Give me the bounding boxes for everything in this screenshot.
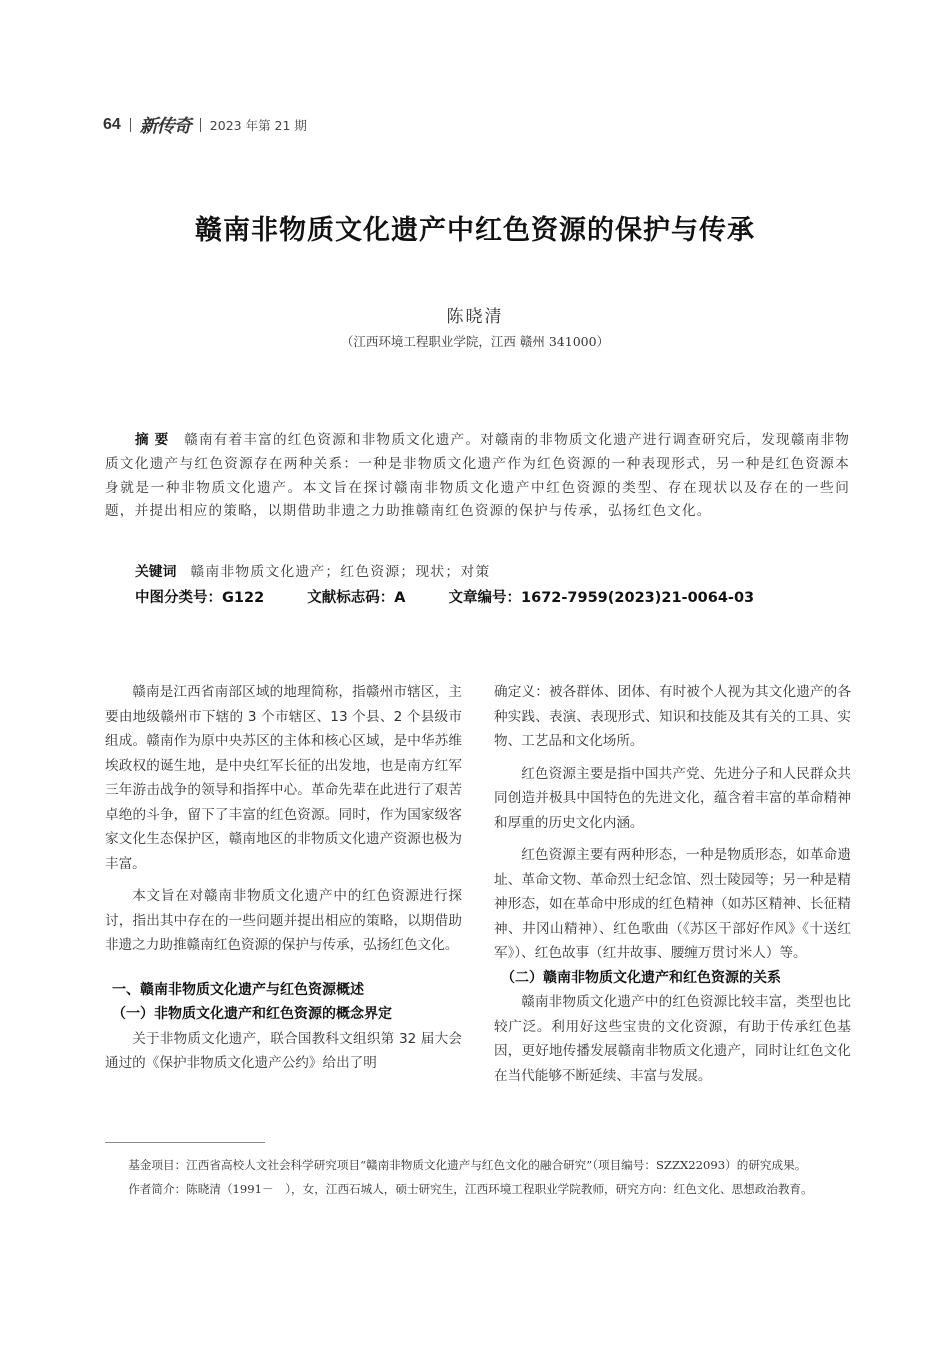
paragraph: 红色资源主要有两种形态，一种是物质形态，如革命遗址、革命文物、革命烈士纪念馆、烈士陵园等；另一种是精神形态，如在革命中形成的红色精神（如苏区精神、长征精神、井冈山精神）、红色歌曲（《苏区干部好作风》《十送红军》）、红色故事（红井故事、腰缠万贯讨米人）等。 bbox=[494, 847, 851, 961]
clc-number: 中图分类号：G122 bbox=[135, 590, 265, 606]
author-affiliation: （江西环境工程职业学院，江西 赣州 341000） bbox=[340, 334, 610, 349]
footnote-rule bbox=[105, 1142, 265, 1143]
article-number: 文章编号：1672-7959(2023)21-0064-03 bbox=[448, 590, 755, 606]
paragraph: 红色资源主要是指中国共产党、先进分子和人民群众共同创造并极具中国特色的先进文化，蕴含着丰富的革命精神和厚重的历史文化内涵。 bbox=[494, 765, 851, 831]
paragraph: 本文旨在对赣南非物质文化遗产中的红色资源进行探讨，指出其中存在的一些问题并提出相应的策略，以期借助非遗之力助推赣南红色资源的保护与传承，弘扬红色文化。 bbox=[105, 888, 462, 953]
right-column bbox=[494, 680, 851, 1088]
page-number: 64 bbox=[103, 116, 121, 133]
journal-logo: 新传奇 bbox=[139, 116, 191, 137]
abstract-label: 摘要 bbox=[135, 432, 175, 448]
author-name: 陈晓清 bbox=[446, 307, 504, 327]
paragraph: 确定义：被各群体、团体、有时被个人视为其文化遗产的各种实践、表演、表现形式、知识和技能及其有关的工具、实物、工艺品和文化场所。 bbox=[494, 684, 851, 749]
paragraph: 赣南是江西省南部区域的地理简称，指赣州市辖区，主要由地级赣州市下辖的 3 个市辖区、13 个县、2 个县级市组成。赣南作为原中央苏区的主体和核心区域，是中华苏维埃政权的诞生地，是中央红军长征的出发地，也是南方红军三年游击战争的领导和指挥中心。革命先辈在此进行了艰苦卓绝的斗争，留下了丰富的红色资源。同时，作为国家级客家文化生态保护区，赣南地区的非物质文化遗产资源也极为丰富。 bbox=[105, 684, 462, 872]
abstract-text: 赣南有着丰富的红色资源和非物质文化遗产。对赣南的非物质文化遗产进行调查研究后，发现赣南非物质文化遗产与红色资源存在两种关系：一种是非物质文化遗产作为红色资源的一种表现形式，另一种是红色资源本身就是一种非物质文化遗产。本文旨在探讨赣南非物质文化遗产中红色资源的类型、存在现状以及存在的一些问题，并提出相应的策略，以期借助非遗之力助推赣南红色资源的保护与传承，弘扬红色文化。 bbox=[105, 432, 851, 520]
author-bio-note: 作者简介：陈晓清（1991－ ），女，江西石城人，硕士研究生，江西环境工程职业学院教师，研究方向：红色文化、思想政治教育。 bbox=[128, 1181, 813, 1196]
subsection-heading: （二）赣南非物质文化遗产和红色资源的关系 bbox=[501, 969, 781, 986]
issue-label: 2023 年第 21 期 bbox=[209, 118, 307, 133]
paragraph: 赣南非物质文化遗产中的红色资源比较丰富，类型也比较广泛。利用好这些宝贵的文化资源，有助于传承红色基因，更好地传播发展赣南非物质文化遗产，同时让红色文化在当代能够不断延续、丰富与发展。 bbox=[494, 994, 851, 1084]
keywords-text: 赣南非物质文化遗产；红色资源；现状；对策 bbox=[190, 564, 491, 580]
keywords-label: 关键词 bbox=[135, 564, 177, 580]
footnotes bbox=[105, 1156, 850, 1203]
classification-line bbox=[135, 586, 792, 607]
running-header bbox=[103, 114, 307, 136]
header-divider bbox=[130, 118, 131, 132]
section-heading: 一、赣南非物质文化遗产与红色资源概述 bbox=[112, 981, 364, 998]
paragraph: 关于非物质文化遗产，联合国教科文组织第 32 届大会通过的《保护非物质文化遗产公约》给出了明 bbox=[105, 1030, 462, 1071]
subsection-heading: （一）非物质文化遗产和红色资源的概念界定 bbox=[112, 1006, 392, 1022]
fund-note: 基金项目：江西省高校人文社会科学研究项目“赣南非物质文化遗产与红色文化的融合研究”（项目编号：SZZX22093）的研究成果。 bbox=[128, 1158, 807, 1172]
header-divider bbox=[200, 118, 201, 132]
document-code: 文献标志码：A bbox=[307, 590, 406, 606]
abstract bbox=[105, 429, 850, 524]
left-column bbox=[105, 680, 462, 1076]
keywords bbox=[135, 560, 490, 580]
article-title: 赣南非物质文化遗产中红色资源的保护与传承 bbox=[195, 215, 755, 246]
